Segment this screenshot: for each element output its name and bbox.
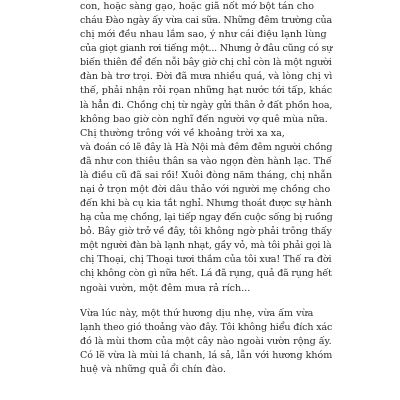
paragraph xyxy=(80,0,332,296)
text-line: của giọt gianh rơi tiếng một... Nhưng ở đâu cũng có sự xyxy=(80,43,333,55)
text-line: Chị thường trông với về khoảng trời xa xa, xyxy=(80,127,285,139)
paragraph-gap xyxy=(80,296,332,307)
text-line: con, hoặc sàng gạo, hoặc giã nốt mớ bột tán cho xyxy=(80,1,315,12)
text-line: Có lẽ vừa là mùi lá chanh, lá sả, lẫn với hương khóm xyxy=(80,349,333,361)
text-line: đến khi bà cụ kia tắt nghỉ. Nhưng thoát được sự hành xyxy=(80,198,332,210)
body-text xyxy=(80,0,332,377)
text-line: là hẳn đi. Chồng chị từ ngày gửi thân ở đất phồn hoa, xyxy=(80,99,333,111)
text-line: chị Thoại, chị Thoại tươi thắm của tôi xưa! Thế ra đời xyxy=(80,254,332,266)
text-line: lạnh theo gió thoảng vào đây. Tôi không hiểu đích xác xyxy=(80,321,333,333)
text-line: đàn bà trơ trọi. Đời đã mưa nhiều quá, và lòng chị vì xyxy=(80,71,333,83)
text-line: ngoài vườn, một đêm mưa rả rích... xyxy=(80,282,251,294)
text-line: đó là mùi thơm của một cây nào ngoài vườn rộng ấy. xyxy=(80,335,332,347)
text-line: không bao giờ còn nghĩ đến người vợ quê mùa nữa. xyxy=(80,113,328,125)
text-line: huệ và những quả ổi chín đào. xyxy=(80,363,226,375)
text-line: đã như con thiêu thân sa vào ngọn đèn hành lạc. Thế xyxy=(80,155,332,167)
text-line: cháu Đào ngày ấy vừa cai sữa. Những đêm trường của xyxy=(80,15,332,27)
text-line: và đoán có lẽ đây là Hà Nội mà đêm đêm người chồng xyxy=(80,141,333,153)
text-line: chị mới đều nhau lắm sao, ý như cái điệu lạnh lùng xyxy=(80,29,327,41)
text-line: thế, phải nhận rỏi rọan những hạt nước tới tấp, khác xyxy=(80,85,333,97)
text-line: biến thiên để đến nỗi bây giờ chị chỉ còn là một người xyxy=(80,57,332,69)
text-line: bỏ. Bây giờ trở về đây, tôi không ngờ phải trông thấy xyxy=(80,226,332,238)
text-line: là điều cũ đã sai rồi! Xuôi đòng năm tháng, chị nhẫn xyxy=(80,169,333,181)
text-line: nại ở trọn một đời dâu thảo với người mẹ chồng cho xyxy=(80,184,331,196)
text-line: chị không còn gì nữa hết. Lá đã rụng, quả đã rụng hết xyxy=(80,268,332,280)
paragraph xyxy=(80,307,332,377)
text-line: một người đàn bà lạnh nhạt, gầy vỏ, mà tôi phải gọi là xyxy=(80,240,332,252)
text-line: hạ của mẹ chồng, lại tiếp ngay đến cuộc sống bị ruồng xyxy=(80,212,333,224)
text-line: Vừa lúc này, một thứ hương dịu nhẹ, vừa ấm vừa xyxy=(80,307,314,319)
